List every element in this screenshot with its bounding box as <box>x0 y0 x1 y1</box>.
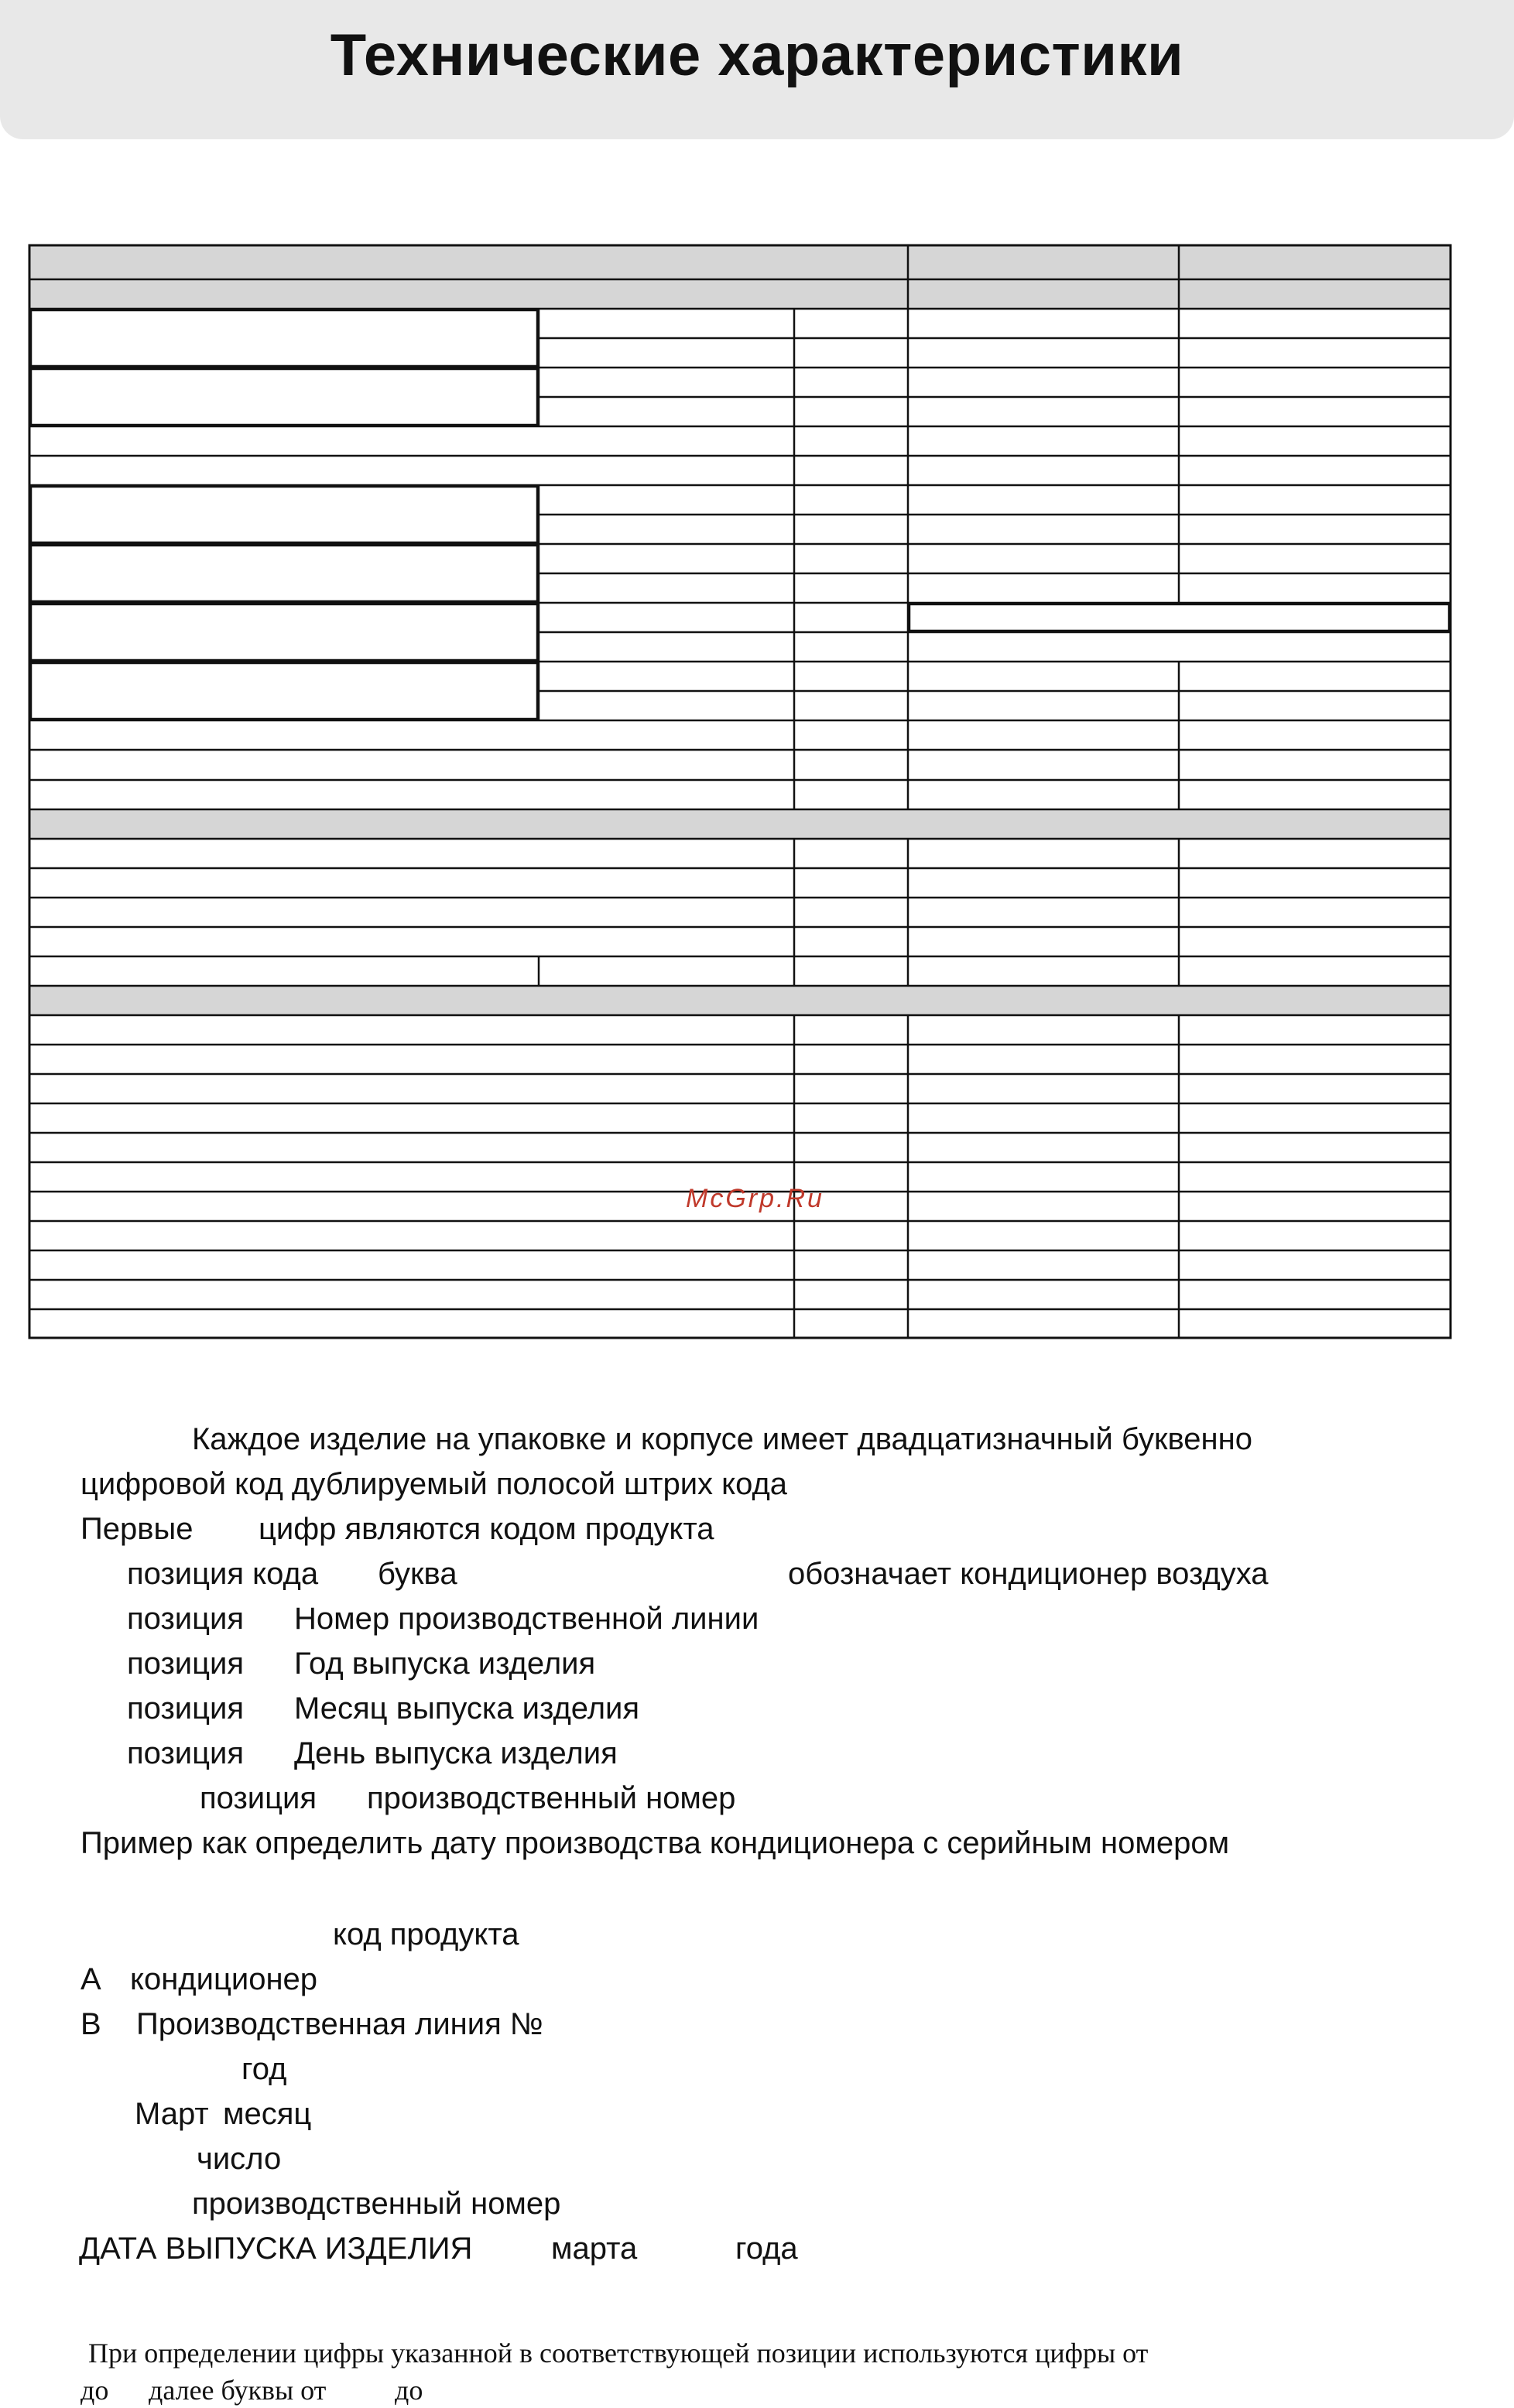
position-text: Месяц выпуска изделия <box>294 1691 640 1726</box>
example-date-month: марта <box>551 2232 638 2266</box>
example-product-code: код продукта <box>333 1917 519 1951</box>
example-year: год <box>241 2052 287 2086</box>
intro-line-1: Каждое изделие на упаковке и корпусе имеет двадцатизначный буквенно <box>192 1422 1252 1456</box>
example-b-text: Производственная линия № <box>136 2007 543 2041</box>
position-label: позиция кода <box>127 1557 319 1591</box>
example-serial: производственный номер <box>192 2187 561 2221</box>
example-a-letter: А <box>80 1962 101 1996</box>
page-title: Технические характеристики <box>330 22 1184 88</box>
position-label: позиция <box>127 1736 245 1770</box>
example-day: число <box>197 2142 282 2176</box>
position-text: производственный номер <box>367 1781 736 1815</box>
position-text: Номер производственной линии <box>294 1602 759 1636</box>
example-month-label: месяц <box>223 2097 312 2131</box>
example-intro: Пример как определить дату производства кондиционера с серийным номером <box>80 1826 1230 1860</box>
footnote-from: до <box>80 2375 109 2406</box>
table-column-lines <box>539 245 1179 1338</box>
position-extra: обозначает кондиционер воздуха <box>788 1557 1269 1591</box>
position-text: буква <box>378 1557 457 1591</box>
position-label: позиция <box>200 1781 317 1815</box>
example-date-label: ДАТА ВЫПУСКА ИЗДЕЛИЯ <box>79 2232 473 2266</box>
example-date-year: года <box>735 2232 798 2266</box>
first-digits-word: Первые <box>80 1512 194 1546</box>
example-month-name: Март <box>135 2097 209 2131</box>
position-text: Год выпуска изделия <box>294 1647 596 1681</box>
first-digits-text: цифр являются кодом продукта <box>259 1512 714 1546</box>
footnote-letters: далее буквы от <box>149 2375 327 2406</box>
position-label: позиция <box>127 1602 245 1636</box>
example-a-text: кондиционер <box>130 1962 318 1996</box>
position-label: позиция <box>127 1691 245 1726</box>
intro-line-2: цифровой код дублируемый полосой штрих кода <box>80 1467 788 1501</box>
watermark: McGrp.Ru <box>686 1184 824 1213</box>
footnote-to: до <box>395 2375 423 2406</box>
footnote-line-1: При определении цифры указанной в соответствующей позиции используются цифры от <box>88 2338 1149 2369</box>
example-b-letter: В <box>80 2007 101 2041</box>
position-text: День выпуска изделия <box>294 1736 618 1770</box>
table-row-lines <box>29 279 1451 1309</box>
position-label: позиция <box>127 1647 245 1681</box>
